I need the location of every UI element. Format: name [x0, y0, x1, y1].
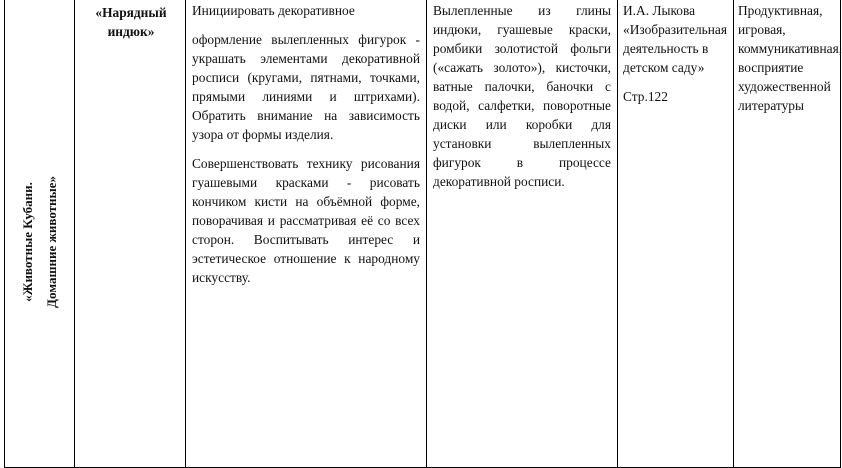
activity-item: Продуктивная,: [738, 3, 823, 18]
activity-item: игровая,: [738, 22, 786, 37]
activity-item: восприятие: [738, 60, 804, 75]
goals-paragraph-1: оформление вылепленных фигурок - украшать элементами декоративной росписи (кругами, пятнами, точками, прямыми линиями и штрихами). Обратить внимание на зависимость узора от формы изделия.: [192, 32, 420, 142]
goals-paragraph-2: Совершенствовать технику рисования гуашевыми красками - рисовать кончиком кисти на объёмной форме, поворачивая и рассматривая её со всех сторон. Воспитывать интерес и эстетическое отношение к народному искусству.: [192, 156, 420, 285]
theme-vertical-text: [16, 176, 64, 308]
theme-line-1: «Животные Кубани.: [19, 182, 35, 303]
activity-item: коммуникативная,: [738, 41, 842, 56]
lesson-plan-table: [4, 0, 841, 468]
lesson-title-cell: [75, 0, 186, 468]
literature-cell: [618, 0, 734, 468]
materials-text: Вылепленные из глины индюки, гуашевые краски, ромбики золотистой фольги («сажать золото»), кисточки, ватные палочки, баночки с водой, салфетки, поворотные диски или коробки для установки вылепленных фигурок в процессе декоративной росписи.: [433, 3, 611, 189]
theme-line-2: Домашние животные»: [43, 176, 59, 309]
lesson-title: «Нарядный индюк»: [95, 5, 167, 39]
literature-author: И.А. Лыкова: [623, 3, 696, 18]
activity-item: художественной: [738, 79, 831, 94]
activities-cell: [734, 0, 841, 468]
goals-intro: Инициировать декоративное: [192, 3, 355, 18]
materials-cell: [427, 0, 618, 468]
literature-book: «Изобразительная деятельность в детском саду»: [623, 22, 728, 75]
goals-cell: [186, 0, 427, 468]
literature-page: Стр.122: [623, 89, 668, 104]
table-row: [5, 0, 841, 468]
activity-item: литературы: [738, 98, 804, 113]
theme-cell: [5, 0, 75, 468]
